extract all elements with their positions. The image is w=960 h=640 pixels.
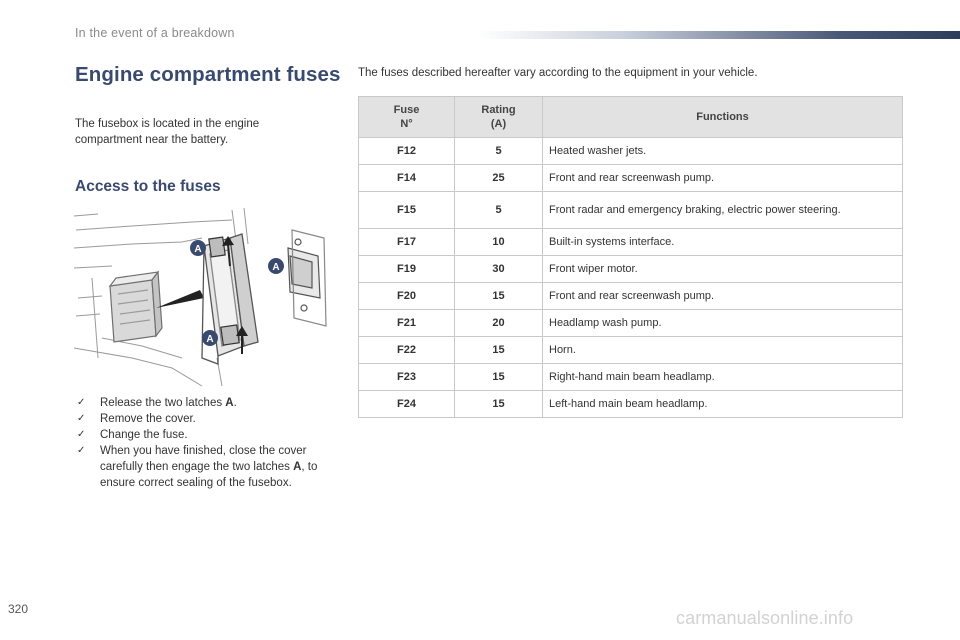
fuse-rating: 5 <box>455 138 543 165</box>
latch-label: A <box>194 244 202 255</box>
fuse-number: F14 <box>359 165 455 192</box>
watermark-text: carmanualsonline.info <box>676 608 854 628</box>
fuse-table <box>358 96 903 418</box>
fuse-number: F19 <box>359 256 455 283</box>
fusebox-illustration <box>72 208 334 388</box>
table-row <box>359 165 903 192</box>
fuse-rating: 15 <box>455 391 543 418</box>
table-header-row <box>359 97 903 138</box>
fuse-number: F20 <box>359 283 455 310</box>
fuse-function: Front and rear screenwash pump. <box>543 165 903 192</box>
functions-header: Functions <box>543 97 903 138</box>
table-row <box>359 337 903 364</box>
fuse-rating: 20 <box>455 310 543 337</box>
step-item: ✓ Remove the cover. <box>77 413 196 425</box>
checkbox-bullet-icon: ✓ <box>77 445 86 456</box>
step-item: ✓ When you have finished, close the cover carefully then engage the two latches A, to ensure correct sealing of the fusebox. <box>77 445 318 489</box>
steps-list <box>75 395 345 491</box>
fuse-rating: 15 <box>455 364 543 391</box>
fuse-rating: 10 <box>455 229 543 256</box>
fuse-number-header: Fuse N° <box>359 97 455 138</box>
fuse-function: Front and rear screenwash pump. <box>543 283 903 310</box>
fuse-function: Left-hand main beam headlamp. <box>543 391 903 418</box>
table-row <box>359 229 903 256</box>
table-row <box>359 138 903 165</box>
rating-header: Rating (A) <box>455 97 543 138</box>
fuse-number: F24 <box>359 391 455 418</box>
table-row <box>359 256 903 283</box>
fuse-rating: 25 <box>455 165 543 192</box>
fuse-number: F17 <box>359 229 455 256</box>
latch-label: A <box>272 262 280 273</box>
fusebox-location-text: The fusebox is located in the engine compartment near the battery. <box>75 118 260 146</box>
latch-label: A <box>206 334 214 345</box>
fuse-function: Headlamp wash pump. <box>543 310 903 337</box>
fuse-rating: 30 <box>455 256 543 283</box>
fuse-function: Horn. <box>543 337 903 364</box>
fuse-number: F21 <box>359 310 455 337</box>
equipment-note: The fuses described hereafter vary according to the equipment in your vehicle. <box>358 67 758 79</box>
fuse-function: Front wiper motor. <box>543 256 903 283</box>
fuse-function: Built-in systems interface. <box>543 229 903 256</box>
section-header: In the event of a breakdown <box>75 26 235 40</box>
fuse-number: F12 <box>359 138 455 165</box>
step-item: ✓ Release the two latches A. <box>77 397 237 409</box>
table-row <box>359 192 903 229</box>
table-row <box>359 283 903 310</box>
checkbox-bullet-icon: ✓ <box>77 413 86 424</box>
fuse-rating: 15 <box>455 283 543 310</box>
table-row <box>359 391 903 418</box>
table-row <box>359 364 903 391</box>
fuse-number: F15 <box>359 192 455 229</box>
page-number: 320 <box>8 602 29 616</box>
fuse-rating: 5 <box>455 192 543 229</box>
fuse-number: F23 <box>359 364 455 391</box>
checkbox-bullet-icon: ✓ <box>77 429 86 440</box>
checkbox-bullet-icon: ✓ <box>77 397 86 408</box>
fuse-function: Right-hand main beam headlamp. <box>543 364 903 391</box>
step-item: ✓ Change the fuse. <box>77 429 188 441</box>
page-title: Engine compartment fuses <box>75 63 341 86</box>
fuse-function: Heated washer jets. <box>543 138 903 165</box>
fuse-rating: 15 <box>455 337 543 364</box>
table-row <box>359 310 903 337</box>
fuse-function: Front radar and emergency braking, electric power steering. <box>543 192 903 229</box>
fuse-number: F22 <box>359 337 455 364</box>
access-subheading: Access to the fuses <box>75 178 221 195</box>
header-gradient-bar <box>478 31 960 39</box>
